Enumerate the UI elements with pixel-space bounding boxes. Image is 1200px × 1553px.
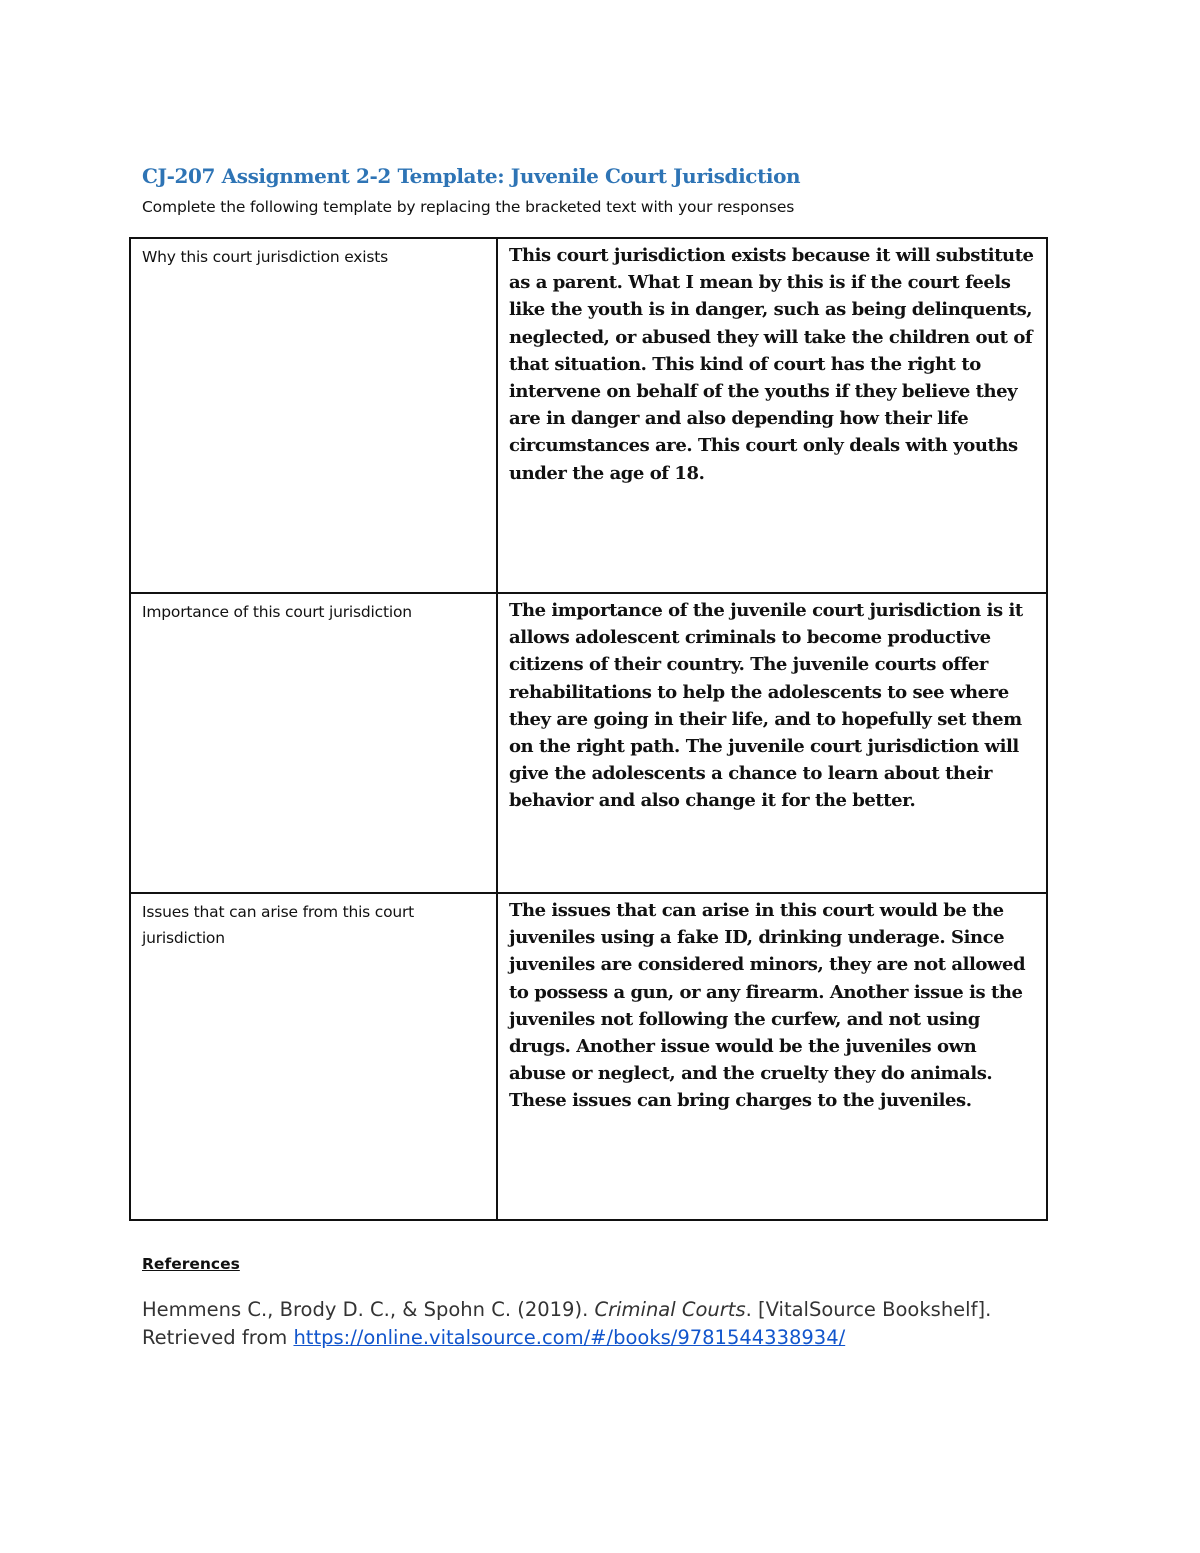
row-response[interactable]: The issues that can arise in this court would be the juveniles using a fake ID, drinking underage. Since juveniles are considered minors, they are not allowed to possess a gun, or any firearm. Another issue is the juveniles not following the curfew, and not using drugs. Another issue would be the juveniles own abuse or neglect, and the cruelty they do animals. These issues can bring charges to the juveniles. [497, 893, 1047, 1220]
reference-authors: Hemmens C., Brody D. C., & Spohn C. (2019). [142, 1298, 595, 1321]
row-response[interactable]: The importance of the juvenile court jurisdiction is it allows adolescent criminals to become productive citizens of their country. The juvenile courts offer rehabilitations to help the adolescents to see where they are going in their life, and to hopefully set them on the right path. The juvenile court jurisdiction will give the adolescents a chance to learn about their behavior and also change it for the better. [497, 593, 1047, 893]
references-heading: References [142, 1255, 240, 1273]
table-row [130, 893, 1047, 1220]
reference-entry [142, 1296, 1072, 1352]
row-response[interactable]: This court jurisdiction exists because it will substitute as a parent. What I mean by this is if the court feels like the youth is in danger, such as being delinquents, neglected, or abused they will take the children out of that situation. This kind of court has the right to intervene on behalf of the youths if they believe they are in danger and also depending how their life circumstances are. This court only deals with youths under the age of 18. [497, 238, 1047, 593]
row-label: Importance of this court jurisdiction [130, 593, 497, 893]
page-title: CJ-207 Assignment 2-2 Template: Juvenile Court Jurisdiction [142, 164, 801, 188]
template-instructions: Complete the following template by replacing the bracketed text with your responses [142, 198, 795, 216]
reference-link[interactable]: https://online.vitalsource.com/#/books/9781544338934/ [293, 1326, 846, 1349]
response-table [129, 237, 1048, 1221]
reference-title: Criminal Courts [594, 1298, 746, 1321]
row-label: Why this court jurisdiction exists [130, 238, 497, 593]
table-row [130, 593, 1047, 893]
table-row [130, 238, 1047, 593]
reference-source: . [VitalSource Bookshelf]. Retrieved from [142, 1298, 992, 1349]
row-label: Issues that can arise from this court jurisdiction [130, 893, 497, 1220]
